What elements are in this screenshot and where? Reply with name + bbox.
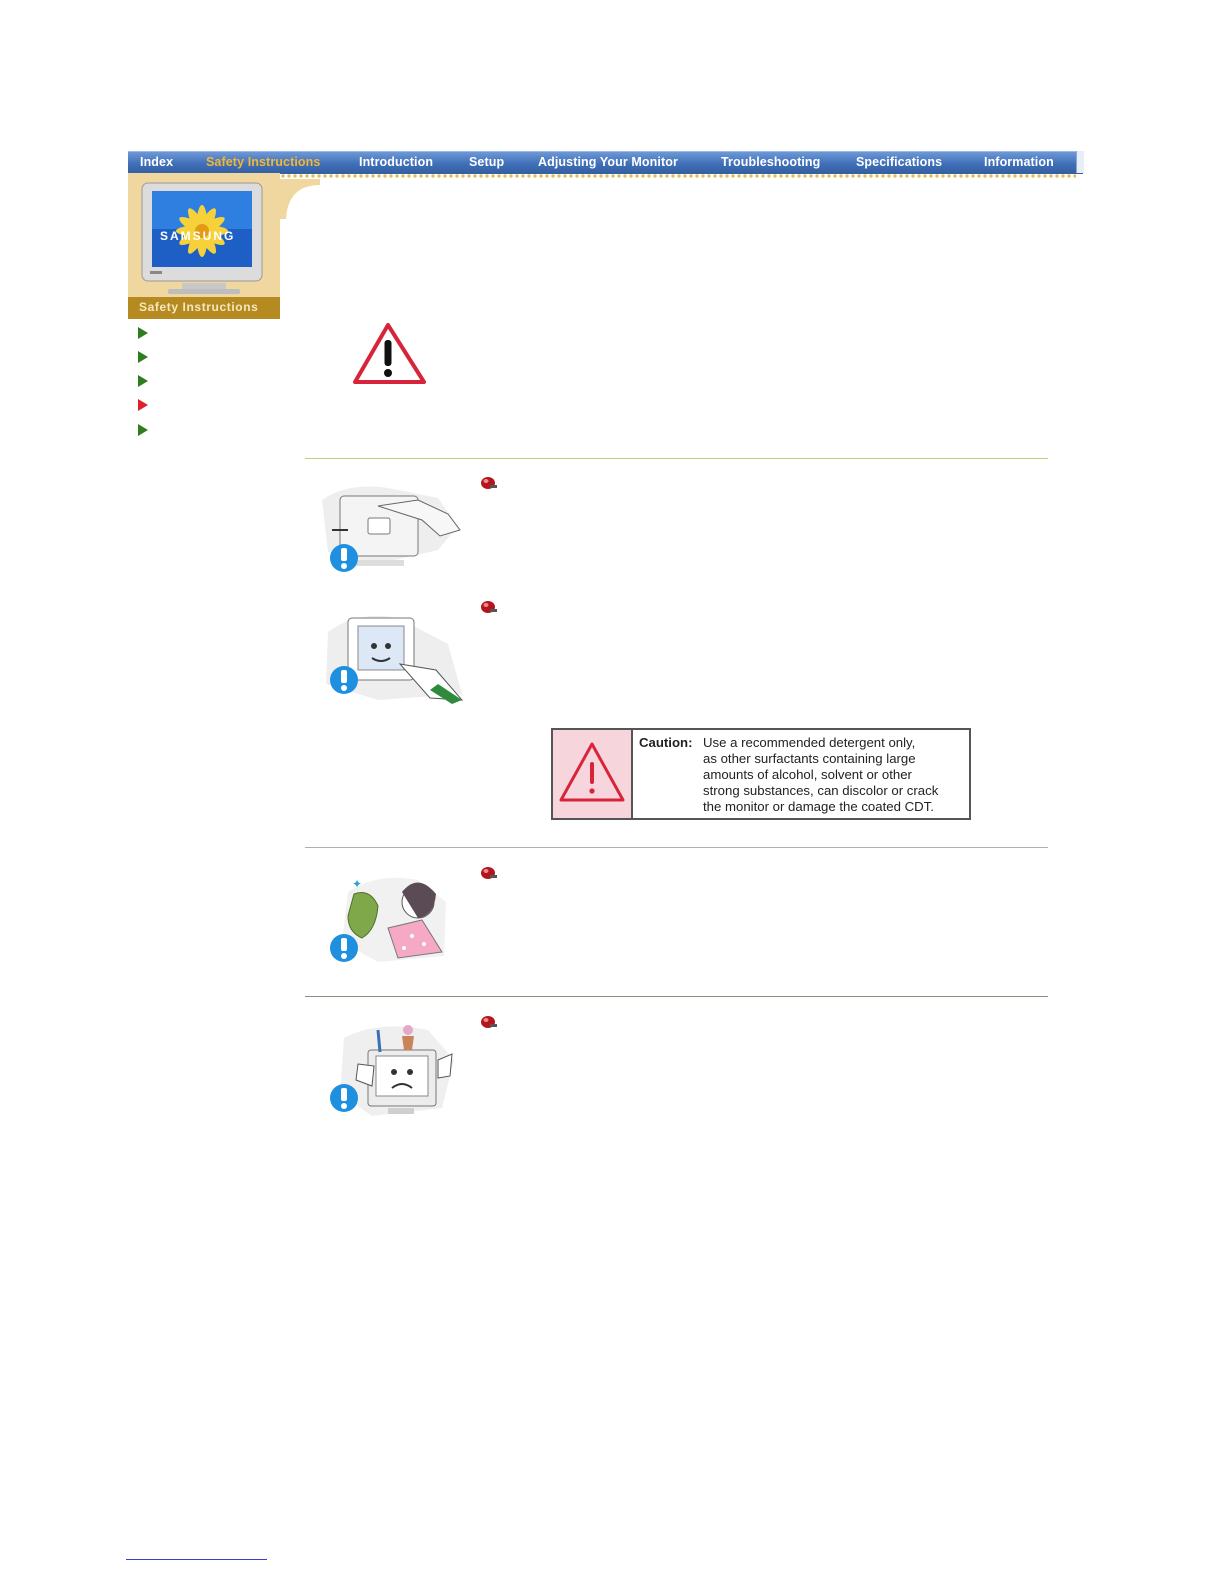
- red-bullet-icon: [480, 476, 498, 490]
- corner-decoration: [280, 179, 320, 219]
- top-nav-bar: [128, 151, 1083, 174]
- nav-specifications[interactable]: Specifications: [856, 155, 943, 169]
- red-arrow-icon[interactable]: [137, 399, 149, 411]
- nav-troubleshooting[interactable]: Troubleshooting: [721, 155, 821, 169]
- section-title: Safety Instructions: [139, 300, 259, 314]
- monitor-icon: [128, 173, 280, 297]
- svg-text:✦: ✦: [352, 877, 363, 891]
- caution-label: Caution:: [639, 735, 693, 750]
- caution-line: strong substances, can discolor or crack: [703, 783, 939, 798]
- caution-line: amounts of alcohol, solvent or other: [703, 767, 912, 782]
- clean-monitor-illustration: [318, 604, 466, 708]
- section-divider: [305, 996, 1048, 997]
- caution-line: the monitor or damage the coated CDT.: [703, 799, 934, 814]
- nav-adjusting-your-monitor[interactable]: Adjusting Your Monitor: [538, 155, 678, 169]
- red-bullet-icon: [480, 866, 498, 880]
- nav-information[interactable]: Information: [984, 155, 1054, 169]
- nav-index[interactable]: Index: [140, 155, 174, 169]
- green-arrow-icon[interactable]: [137, 327, 149, 339]
- monitor-image-panel: [128, 173, 280, 297]
- no-objects-on-monitor-illustration: [318, 1020, 458, 1120]
- nav-introduction[interactable]: Introduction: [359, 155, 434, 169]
- brand-logo-text: SAMSUNG: [160, 229, 236, 243]
- caution-box: [551, 728, 971, 820]
- section-divider: [305, 458, 1048, 459]
- green-arrow-icon[interactable]: [137, 375, 149, 387]
- nav-setup[interactable]: Setup: [469, 155, 505, 169]
- nav-bar-end-cap: [1076, 151, 1084, 173]
- unplug-monitor-illustration: [318, 480, 466, 580]
- warning-triangle-icon: [352, 322, 428, 386]
- bottom-link-underline[interactable]: [126, 1559, 267, 1560]
- nav-safety-instructions[interactable]: Safety Instructions: [206, 155, 321, 169]
- caution-line: Use a recommended detergent only,: [703, 735, 916, 750]
- cleaning-cloth-illustration: [318, 872, 458, 966]
- green-arrow-icon[interactable]: [137, 424, 149, 436]
- caution-icon-panel: [553, 730, 633, 818]
- caution-triangle-icon: [553, 730, 631, 818]
- green-arrow-icon[interactable]: [137, 351, 149, 363]
- section-divider: [305, 847, 1048, 848]
- caution-line: as other surfactants containing large: [703, 751, 916, 766]
- nav-dotted-border: [280, 173, 1076, 179]
- red-bullet-icon: [480, 600, 498, 614]
- red-bullet-icon: [480, 1015, 498, 1029]
